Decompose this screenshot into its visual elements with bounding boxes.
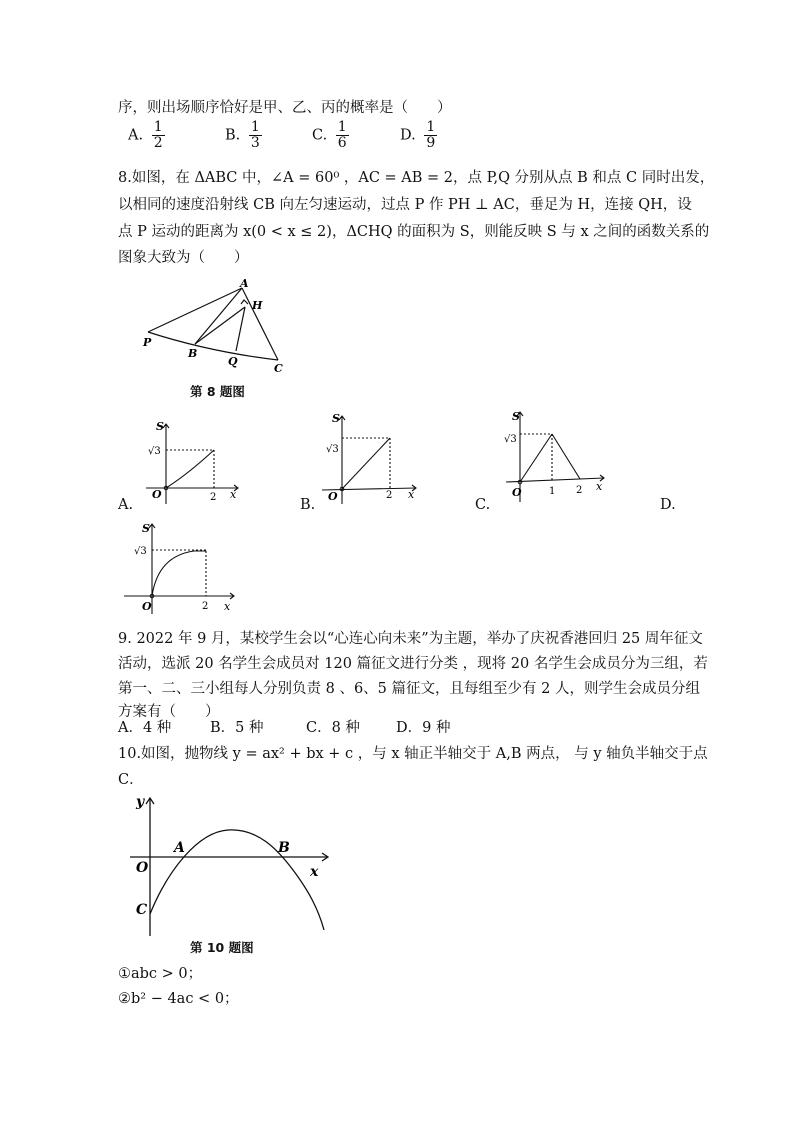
q9-option-c: C．8 种 [306,720,360,736]
tick-sqrt3: √3 [148,446,161,457]
numerator: 1 [426,119,436,135]
q8-graph-c [500,406,612,506]
q8-line3: 点 P 运动的距离为 x(0 < x ≤ 2)，ΔCHQ 的面积为 S，则能反映 S 与 x 之间的函数关系的 [118,224,710,240]
tick-2: 2 [386,490,393,501]
q9-option-a: A．4 种 [118,720,172,736]
q9-line4: 方案有（ ） [118,704,220,720]
origin-o: O [328,490,338,503]
origin-o: O [142,600,152,613]
label-p: P [143,336,152,349]
q10-parabola-figure [128,790,338,940]
axis-s: S [142,522,150,535]
q10-line1: 10.如图，抛物线 y = ax² + bx + c ，与 x 轴正半轴交于 A,B 两点， 与 y 轴负半轴交于点 [118,746,708,762]
option-label: C. [312,127,328,144]
tick-1: 1 [549,486,556,497]
denominator: 2 [153,135,163,151]
tick-2: 2 [210,492,217,503]
denominator: 9 [426,135,436,151]
q8-triangle-figure [140,278,300,378]
option-label: B. [225,127,241,144]
origin-o: O [136,860,149,876]
q9-option-d: D．9 种 [396,720,451,736]
axis-x: x [408,488,415,501]
axis-y: y [136,794,145,810]
option-label: D. [400,127,416,144]
q8-graph-a [138,418,248,508]
q9-line3: 第一、二、三小组每人分别负责 8 、6、5 篇征文，且每组至少有 2 人，则学生会成员分组 [118,681,700,697]
axis-s: S [512,410,520,423]
label-c: C [136,902,148,918]
axis-s: S [156,420,164,433]
axis-x: x [596,480,603,493]
numerator: 1 [250,119,260,135]
q10-line2: C． [118,772,144,788]
axis-x: x [310,864,319,880]
tick-sqrt3: √3 [134,546,147,557]
axis-x: x [230,488,237,501]
label-c: C [274,362,283,375]
q10-statement-2: ②b² − 4ac < 0； [118,991,239,1007]
q7-tail-text: 序，则出场顺序恰好是甲、乙、丙的概率是（ ） [118,100,452,116]
q7-option-c [312,120,349,151]
numerator: 1 [337,119,347,135]
q8-line2: 以相同的速度沿射线 CB 向左匀速运动，过点 P 作 PH ⊥ AC，垂足为 H，连接 QH，设 [118,197,692,213]
q8-graph-d-label: D. [660,497,676,513]
label-h: H [252,299,263,312]
q10-statement-1: ①abc > 0； [118,966,203,982]
q9-line1: 9. 2022 年 9 月，某校学生会以“心连心向未来”为主题，举办了庆祝香港回归 25 周年征文 [118,631,703,647]
axis-s: S [332,412,340,425]
q7-option-a [128,120,165,151]
label-a: A [240,278,249,290]
axis-x: x [224,600,231,613]
q8-line4: 图象大致为（ ） [118,250,249,266]
q9-line2: 活动，选派 20 名学生会成员对 120 篇征文进行分类 ，现将 20 名学生会成员分为三组，若 [118,656,708,672]
origin-o: O [512,486,522,499]
q7-option-b [225,120,262,151]
denominator: 3 [250,135,260,151]
q8-graph-a-label: A. [118,497,134,513]
option-label: A. [128,127,144,144]
q8-line1: 8.如图，在 ΔABC 中，∠A = 60⁰ ，AC = AB = 2，点 P,Q 分别从点 B 和点 C 同时出发， [118,170,715,186]
q9-option-b: B．5 种 [210,720,264,736]
q10-figure-caption: 第 10 题图 [190,940,254,955]
tick-2: 2 [576,485,583,496]
origin-o: O [152,488,162,501]
numerator: 1 [153,119,163,135]
label-b: B [188,347,198,360]
label-a: A [174,840,185,856]
denominator: 6 [337,135,347,151]
q8-graph-b [316,410,426,508]
q8-graph-b-label: B. [300,497,316,513]
tick-sqrt3: √3 [504,434,517,445]
q7-option-d [400,120,437,151]
q8-figure-caption: 第 8 题图 [190,384,245,399]
q8-graph-d [118,518,242,618]
label-q: Q [228,355,238,368]
tick-2: 2 [202,601,209,612]
tick-sqrt3: √3 [326,444,339,455]
q8-graph-c-label: C. [475,497,491,513]
label-b: B [278,840,290,856]
